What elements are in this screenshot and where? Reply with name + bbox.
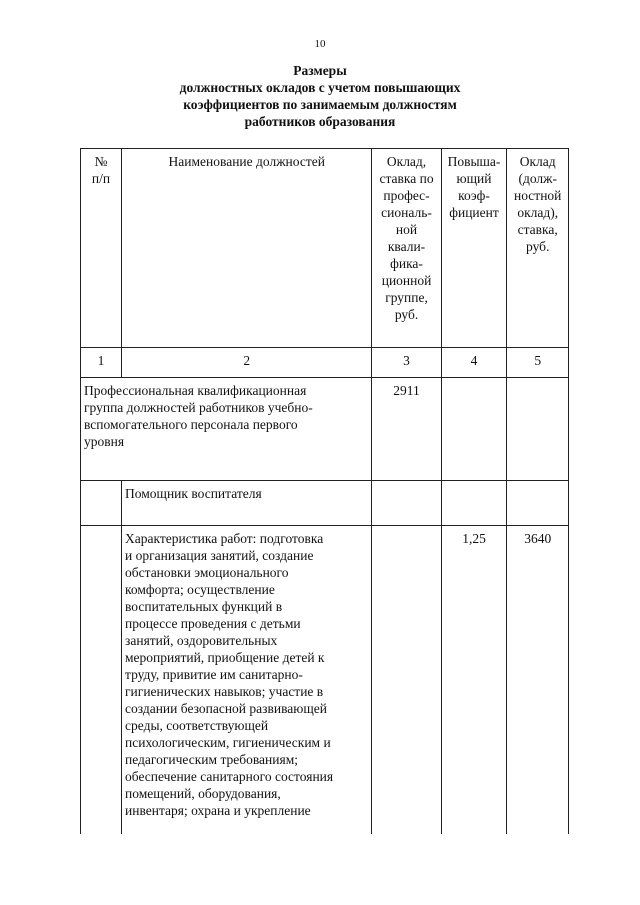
- empty-cell: [81, 526, 122, 835]
- title-line: Размеры: [293, 63, 347, 78]
- header-name: Наименование должностей: [122, 149, 372, 348]
- header-text: ставка,: [517, 222, 558, 237]
- header-text: №: [94, 154, 108, 169]
- header-row: [81, 149, 569, 348]
- empty-cell: [441, 481, 507, 526]
- group-line: уровня: [84, 434, 125, 449]
- description-line: воспитательных функций в: [125, 599, 283, 614]
- description-line: мероприятий, приобщение детей к: [125, 650, 325, 665]
- description-line: Характеристика работ: подготовка: [125, 531, 324, 546]
- header-text: ной: [395, 222, 418, 237]
- header-text: руб.: [526, 239, 550, 254]
- empty-cell: [372, 481, 441, 526]
- header-text: коэф-: [458, 188, 490, 203]
- header-text: фика-: [390, 256, 423, 271]
- description-line: гигиенических навыков; участие в: [125, 684, 324, 699]
- empty-cell: [507, 378, 569, 481]
- title-line: коэффициентов по занимаемым должностям: [183, 97, 457, 112]
- header-text: сиональ-: [381, 205, 432, 220]
- position-row: [81, 481, 569, 526]
- header-coef: [441, 149, 507, 348]
- description-line: педагогическим требованиям;: [125, 752, 299, 767]
- qualification-group-row: [81, 378, 569, 481]
- header-text: ющий: [456, 171, 492, 186]
- description-line: помещений, оборудования,: [125, 786, 281, 801]
- header-text: квали-: [387, 239, 426, 254]
- header-text: руб.: [394, 307, 419, 322]
- empty-cell: [81, 481, 122, 526]
- header-text: фициент: [449, 205, 499, 220]
- description-line: психологическим, гигиеническим и: [125, 735, 331, 750]
- header-text: группе,: [385, 290, 428, 305]
- header-final: [507, 149, 569, 348]
- description-line: обстановки эмоционального: [125, 565, 289, 580]
- title-line: должностных окладов с учетом повышающих: [179, 80, 461, 95]
- header-text: Оклад: [519, 154, 556, 169]
- header-text: ционной: [381, 273, 432, 288]
- header-text: профес-: [383, 188, 430, 203]
- description-line: создании безопасной развивающей: [125, 701, 327, 716]
- header-text: п/п: [91, 171, 111, 186]
- page-number: 10: [314, 38, 326, 50]
- column-number: 3: [372, 348, 441, 378]
- title-line: работников образования: [244, 114, 396, 129]
- description-line: и организация занятий, создание: [125, 548, 314, 563]
- group-name: [81, 378, 372, 481]
- column-number: 2: [122, 348, 372, 378]
- empty-cell: [441, 378, 507, 481]
- description-row: [81, 526, 569, 835]
- salary-table: [80, 148, 569, 834]
- description-line: процессе проведения с детьми: [125, 616, 301, 631]
- document-title: [0, 62, 640, 130]
- group-line: Профессиональная квалификационная: [84, 383, 307, 398]
- column-number: 4: [441, 348, 507, 378]
- description-line: занятий, оздоровительных: [125, 633, 278, 648]
- header-salary: [372, 149, 441, 348]
- header-text: Оклад,: [386, 154, 427, 169]
- column-number: 1: [81, 348, 122, 378]
- description-line: среды, соответствующей: [125, 718, 269, 733]
- empty-cell: [507, 481, 569, 526]
- header-text: Повыша-: [447, 154, 501, 169]
- description-line: обеспечение санитарного состояния: [125, 769, 334, 784]
- empty-cell: [372, 526, 441, 835]
- column-number: 5: [507, 348, 569, 378]
- description-line: комфорта; осуществление: [125, 582, 275, 597]
- header-num: [81, 149, 122, 348]
- header-text: ставка по: [379, 171, 434, 186]
- header-text: ностной: [514, 188, 562, 203]
- header-text: (долж-: [518, 171, 557, 186]
- final-salary-value: 3640: [507, 526, 569, 835]
- column-number-row: [81, 348, 569, 378]
- group-line: вспомогательного персонала первого: [84, 417, 298, 432]
- work-description: [122, 526, 372, 835]
- group-salary: 2911: [372, 378, 441, 481]
- description-line: труду, привитие им санитарно-: [125, 667, 303, 682]
- position-name: Помощник воспитателя: [122, 481, 372, 526]
- coefficient-value: 1,25: [441, 526, 507, 835]
- group-line: группа должностей работников учебно-: [84, 400, 313, 415]
- description-line: инвентаря; охрана и укрепление: [125, 803, 311, 818]
- header-text: оклад),: [517, 205, 559, 220]
